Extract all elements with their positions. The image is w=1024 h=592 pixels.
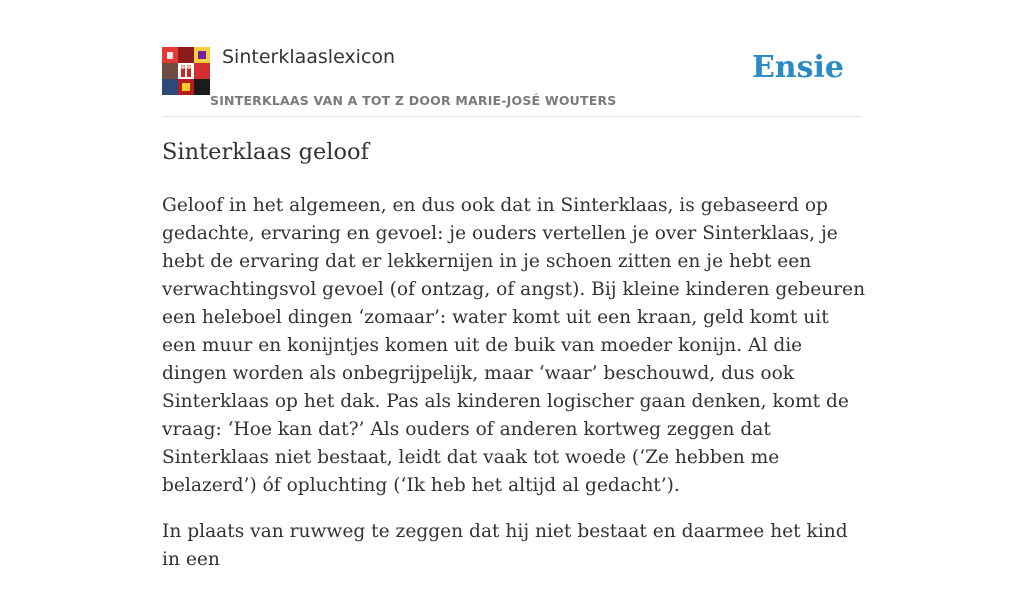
ensie-logo-link[interactable]: Ensie (751, 50, 844, 85)
site-name[interactable]: Sinterklaaslexicon (222, 46, 396, 68)
article-paragraph: Geloof in het algemeen, en dus ook dat in Sinterklaas, is gebaseerd op gedachte, ervaring en gevoel: je ouders vertellen je over Sinterklaas, je hebt de ervaring dat er lekkernijen in je schoen zitten en je hebt een verwachtingsvol gevoel (of ontzag, of angst). Bij kleine kinderen gebeuren een heleboel dingen ‘zomaar’: water komt uit een kraan, geld komt uit een muur en konijntjes komen uit de buik van moeder konijn. Al die dingen worden als onbegrijpelijk, maar ‘waar’ beschouwd, dus ook Sinterklaas op het dak. Pas als kinderen logischer gaan denken, komt de vraag: ‘Hoe kan dat?’ Als ouders of anderen kortweg zeggen dat Sinterklaas niet bestaat, leidt dat vaak tot woede (‘Ze hebben me belazerd’) óf opluchting (‘Ik heb het altijd al gedacht’). (162, 195, 866, 496)
article-body (162, 192, 867, 592)
article-paragraph: In plaats van ruwweg te zeggen dat hij niet bestaat en daarmee het kind in een (162, 521, 848, 570)
site-subtitle: SINTERKLAAS VAN A TOT Z DOOR MARIE-JOSÉ WOUTERS (210, 93, 617, 108)
sinterklaas-collage-icon (162, 47, 210, 95)
avatar[interactable] (162, 47, 210, 95)
article-title: Sinterklaas geloof (162, 139, 369, 165)
site-header (162, 45, 862, 117)
